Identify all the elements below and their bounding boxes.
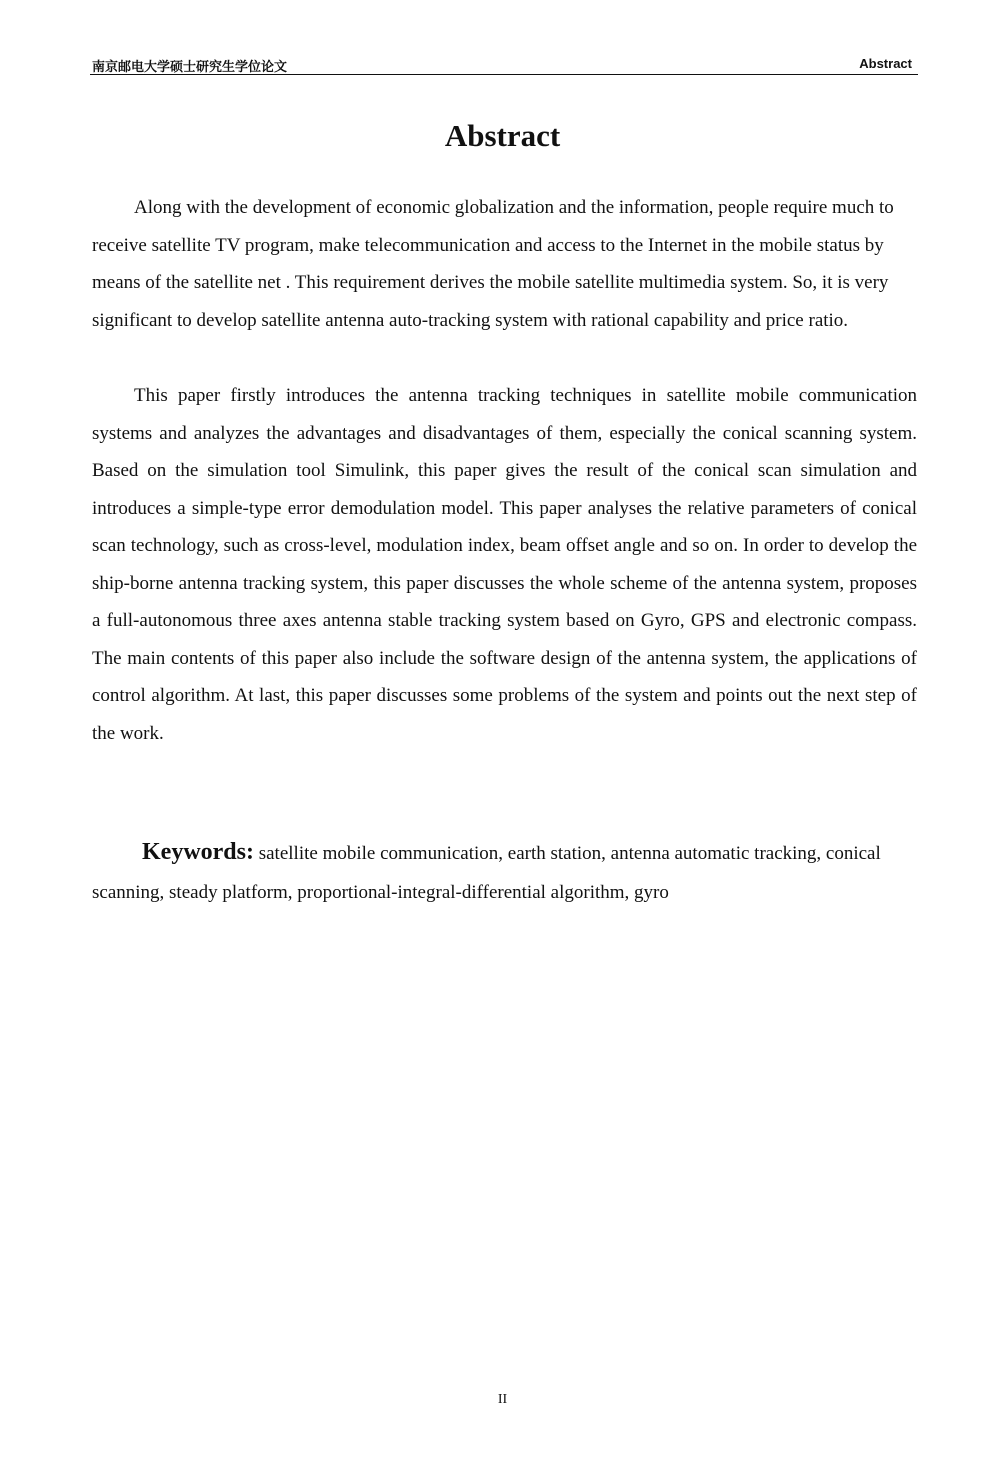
abstract-paragraph-2: This paper firstly introduces the antenna tracking techniques in satellite mobile communication systems and analyzes the advantages and disadvantages of them, especially the conical scanning system. Based on the simulation tool Simulink, this paper gives the result of the conical scan simulation and introduces a simple-type error demodulation model. This paper analyses the relative parameters of conical scan technology, such as cross-level, modulation index, beam offset angle and so on. In order to develop the ship-borne antenna tracking system, this paper discusses the whole scheme of the antenna system, proposes a full-autonomous three axes antenna stable tracking system based on Gyro, GPS and electronic compass. The main contents of this paper also include the software design of the antenna system, the applications of control algorithm. At last, this paper discusses some problems of the system and points out the next step of the work. — [92, 385, 917, 744]
keywords-text: satellite mobile communication, earth station, antenna automatic tracking, conical scanning, steady platform, proportional-integral-differential algorithm, gyro — [92, 843, 881, 903]
running-header — [90, 54, 918, 75]
header-thesis-title: 南京邮电大学硕士研究生学位论文 — [92, 60, 288, 75]
keywords-block — [92, 833, 917, 912]
page-title: Abstract — [444, 118, 561, 153]
header-section-name: Abstract — [859, 56, 912, 71]
abstract-paragraph-1: Along with the development of economic globalization and the information, people require much to receive satellite TV program, make telecommunication and access to the Internet in the mobile status by means of the satellite net . This requirement derives the mobile satellite multimedia system. So, it is very significant to develop satellite antenna auto-tracking system with rational capability and price ratio. — [92, 197, 894, 331]
page-number: II — [497, 1392, 508, 1407]
keywords-label: Keywords: — [142, 839, 254, 865]
